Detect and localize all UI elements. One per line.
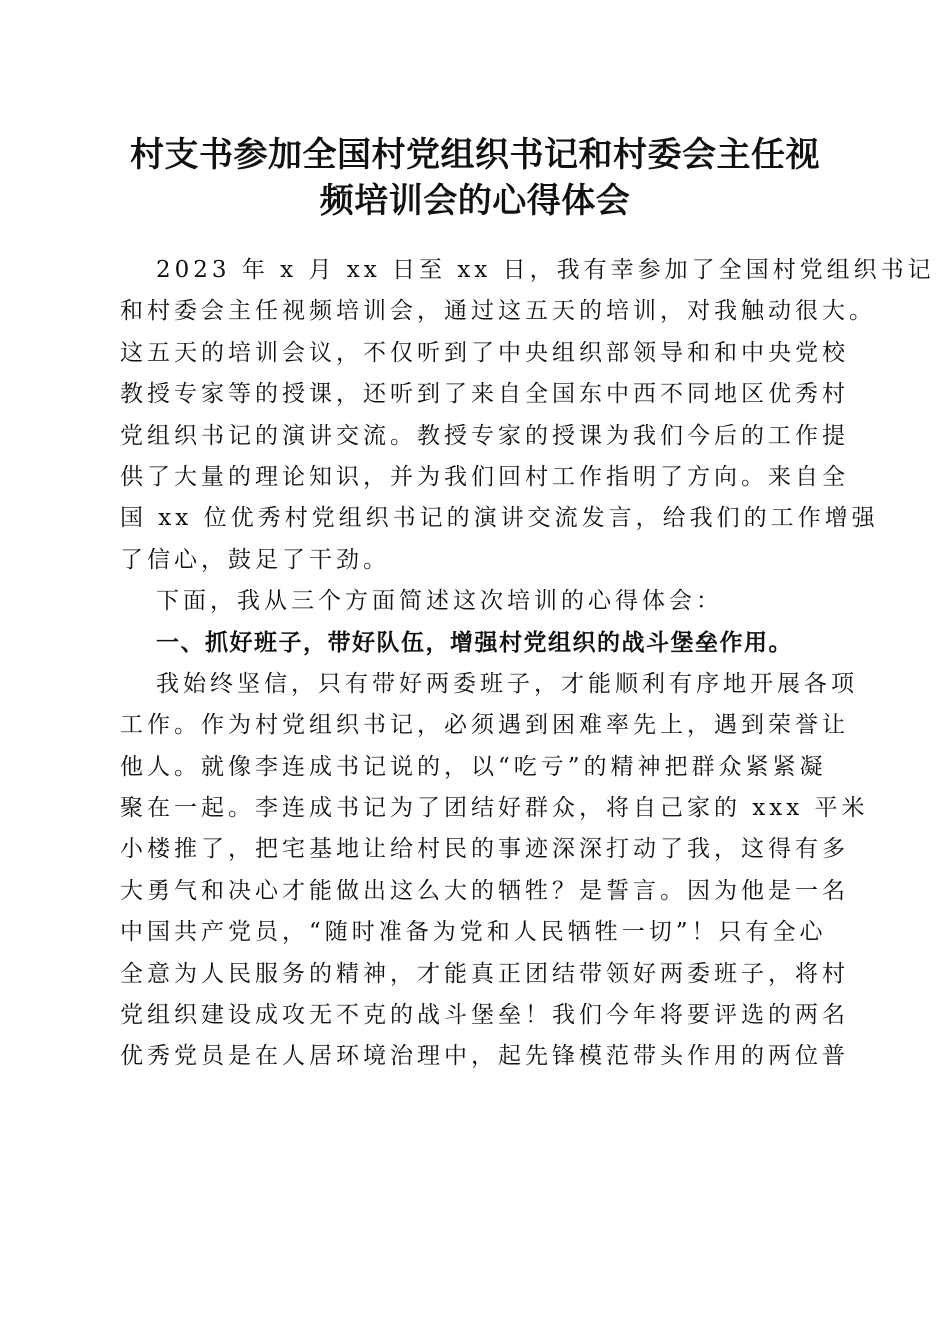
text-line: 我始终坚信，只有带好两委班子，才能顺利有序地开展各项: [156, 670, 858, 697]
paragraph-3: [120, 664, 869, 1078]
text-line: 聚在一起。李连成书记为了团结好群众，将自己家的 xxx 平米: [120, 795, 869, 822]
text-line: 大勇气和决心才能做出这么大的牺牲？是誓言。因为他是一名: [120, 877, 849, 904]
section-1-heading: 一、抓好班子，带好队伍，增强村党组织的战斗堡垒作用。: [156, 629, 793, 656]
text-line: 国 xx 位优秀村党组织书记的演讲交流发言，给我们的工作增强: [120, 505, 879, 532]
text-line: 了信心，鼓足了干劲。: [120, 546, 390, 573]
text-line: 党组织建设成攻无不克的战斗堡垒！我们今年将要评选的两名: [120, 1002, 849, 1029]
text-line: 小楼推了，把宅基地让给村民的事迹深深打动了我，这得有多: [120, 836, 849, 863]
document-body: [120, 250, 935, 1078]
text-line: 他人。就像李连成书记说的，以“吃亏”的精神把群众紧紧凝: [120, 753, 827, 780]
text-line: 全意为人民服务的精神，才能真正团结带领好两委班子，将村: [120, 960, 849, 987]
text-line: 工作。作为村党组织书记，必须遇到困难率先上，遇到荣誉让: [120, 712, 849, 739]
text-line: 教授专家等的授课，还听到了来自全国东中西不同地区优秀村: [120, 381, 849, 408]
text-line: 优秀党员是在人居环境治理中，起先锋模范带头作用的两位普: [120, 1043, 849, 1070]
text-line: 和村委会主任视频培训会，通过这五天的培训，对我触动很大。: [120, 298, 876, 325]
text-line: 2023 年 x 月 xx 日至 xx 日，我有幸参加了全国村党组织书记: [156, 257, 935, 283]
text-line: 中国共产党员，“随时准备为党和人民牺牲一切”！只有全心: [120, 919, 827, 946]
title-line-1: 村支书参加全国村党组织书记和村委会主任视: [130, 135, 820, 175]
paragraph-2: 下面，我从三个方面简述这次培训的心得体会：: [156, 588, 723, 615]
text-line: 这五天的培训会议，不仅听到了中央组织部领导和和中央党校: [120, 339, 849, 366]
paragraph-1: [120, 250, 935, 581]
text-line: 党组织书记的演讲交流。教授专家的授课为我们今后的工作提: [120, 422, 849, 449]
title-line-2: 频培训会的心得体会: [319, 181, 631, 221]
text-line: 供了大量的理论知识，并为我们回村工作指明了方向。来自全: [120, 463, 849, 490]
page-title: [100, 132, 850, 224]
